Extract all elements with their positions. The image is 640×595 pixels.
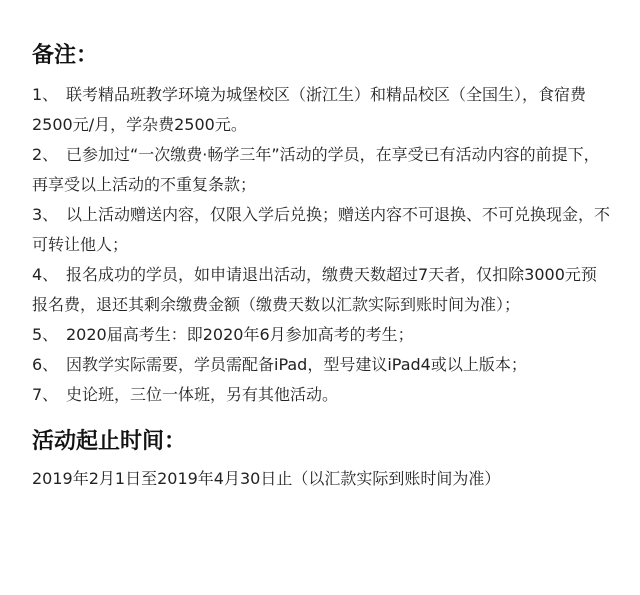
note-item-6: [32, 350, 612, 380]
note-text: 因教学实际需要，学员需配备iPad，型号建议iPad4或以上版本；: [66, 355, 527, 374]
note-item-1: [32, 80, 612, 140]
note-text: 联考精品班教学环境为城堡校区（浙江生）和精品校区（全国生），食宿费2500元/月，学杂费2500元。: [32, 85, 587, 134]
note-text: 报名成功的学员，如申请退出活动，缴费天数超过7天者，仅扣除3000元预报名费，退还其剩余缴费金额（缴费天数以汇款实际到账时间为准）；: [32, 265, 597, 314]
note-text: 史论班，三位一体班，另有其他活动。: [66, 385, 339, 404]
note-number: 2、: [32, 145, 59, 164]
note-item-5: [32, 320, 612, 350]
document-body: [32, 38, 612, 494]
note-number: 7、: [32, 385, 59, 404]
notes-heading: 备注：: [32, 42, 99, 68]
note-text: 已参加过“一次缴费·畅学三年”活动的学员，在享受已有活动内容的前提下，再享受以上活动的不重复条款；: [32, 145, 600, 194]
note-number: 1、: [32, 85, 59, 104]
note-item-3: [32, 200, 612, 260]
note-item-2: [32, 140, 612, 200]
note-number: 5、: [32, 325, 59, 344]
period-heading: 活动起止时间：: [32, 428, 187, 454]
note-item-7: [32, 380, 612, 410]
notes-list: [32, 80, 612, 410]
note-number: 4、: [32, 265, 59, 284]
note-item-4: [32, 260, 612, 320]
note-number: 6、: [32, 355, 59, 374]
note-text: 以上活动赠送内容，仅限入学后兑换；赠送内容不可退换、不可兑换现金，不可转让他人；: [32, 205, 611, 254]
note-text: 2020届高考生：即2020年6月参加高考的考生；: [66, 325, 414, 344]
note-number: 3、: [32, 205, 59, 224]
period-text: 2019年2月1日至2019年4月30日止（以汇款实际到账时间为准）: [32, 469, 501, 488]
